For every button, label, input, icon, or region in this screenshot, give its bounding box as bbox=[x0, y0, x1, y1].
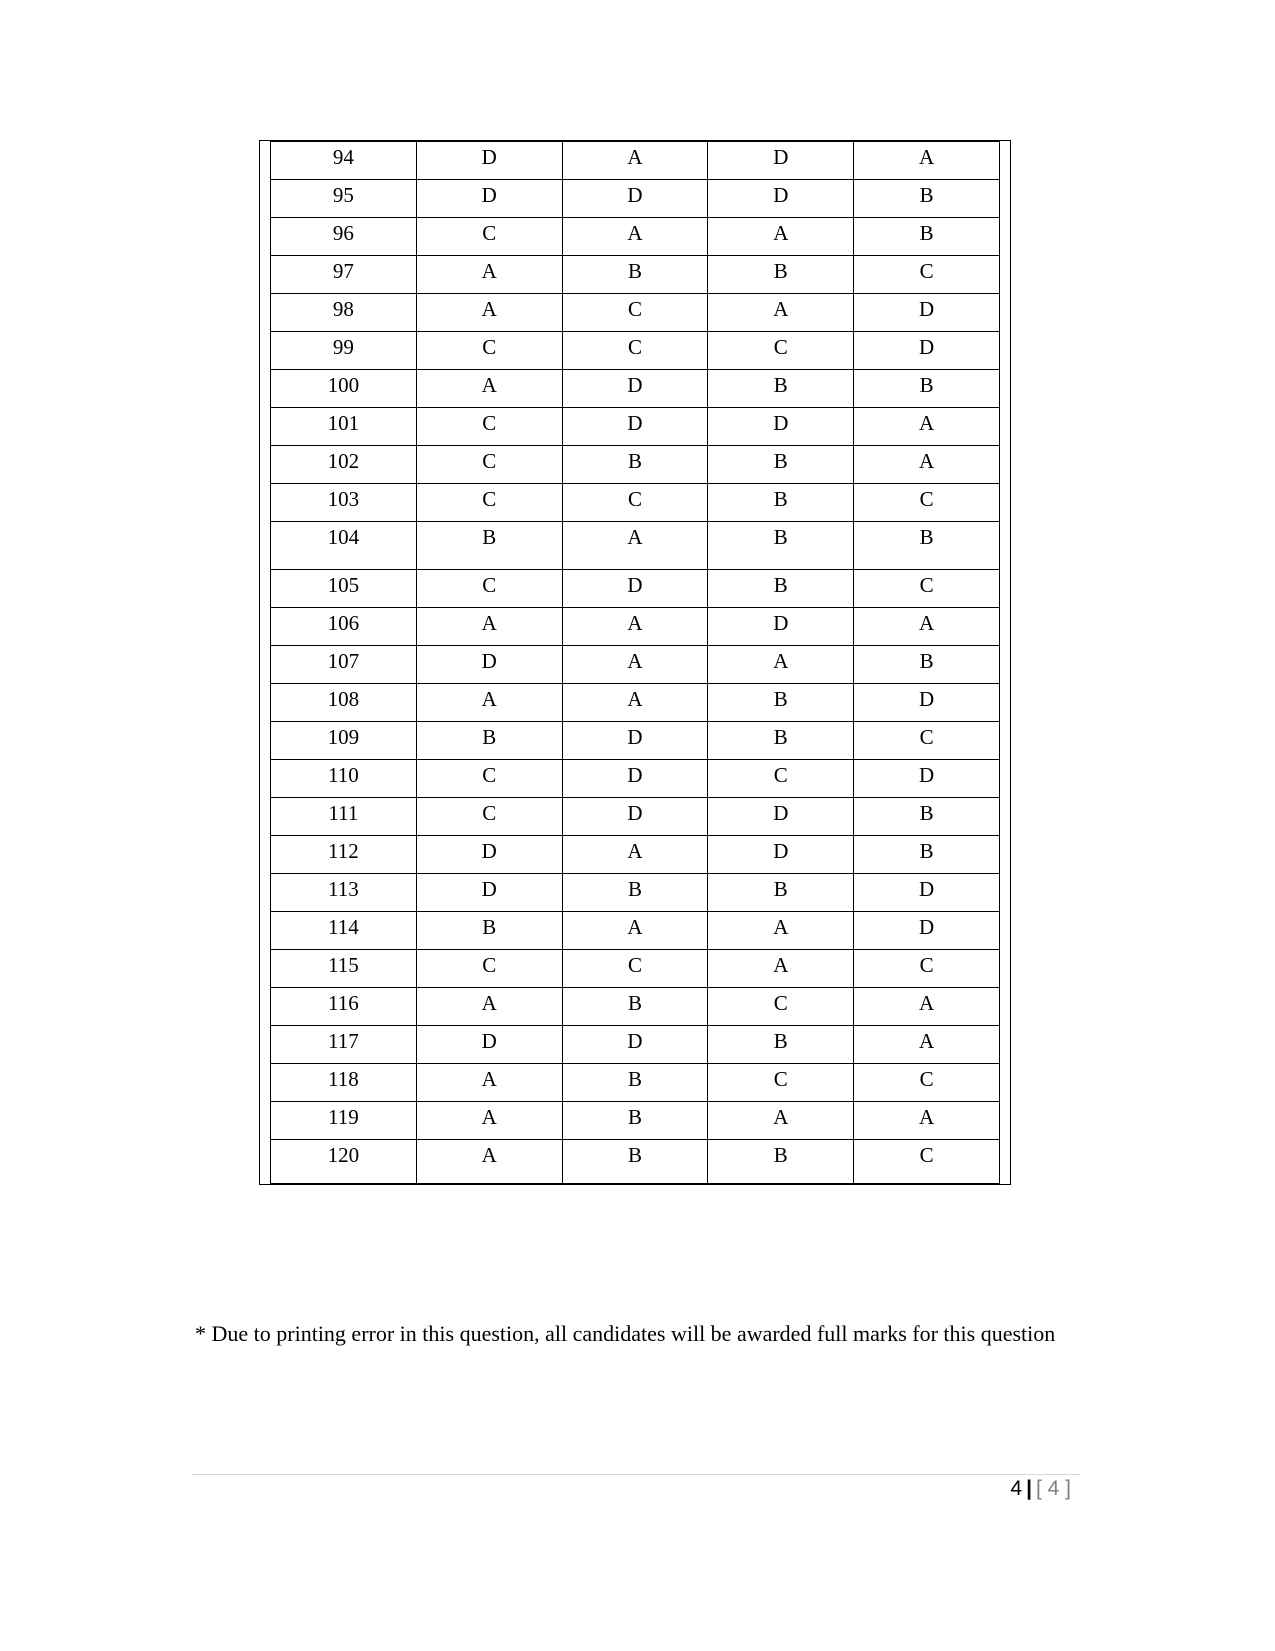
table-row bbox=[271, 798, 1000, 836]
question-number-cell: 101 bbox=[271, 408, 417, 446]
question-number-cell: 107 bbox=[271, 646, 417, 684]
answer-cell: B bbox=[562, 1064, 708, 1102]
answer-cell: B bbox=[708, 722, 854, 760]
table-row bbox=[271, 332, 1000, 370]
answer-cell: D bbox=[562, 180, 708, 218]
answer-cell: B bbox=[854, 798, 1000, 836]
answer-cell: D bbox=[708, 836, 854, 874]
answer-cell: D bbox=[416, 142, 562, 180]
answer-cell: B bbox=[416, 722, 562, 760]
answer-cell: A bbox=[708, 646, 854, 684]
question-number-cell: 110 bbox=[271, 760, 417, 798]
question-number-cell: 116 bbox=[271, 988, 417, 1026]
question-number-cell: 118 bbox=[271, 1064, 417, 1102]
answer-cell: C bbox=[854, 1064, 1000, 1102]
answer-cell: B bbox=[708, 684, 854, 722]
answer-cell: A bbox=[708, 950, 854, 988]
answer-cell: B bbox=[708, 874, 854, 912]
answer-cell: A bbox=[416, 1102, 562, 1140]
answer-cell: D bbox=[854, 760, 1000, 798]
table-row bbox=[271, 1102, 1000, 1140]
answer-cell: B bbox=[708, 1140, 854, 1184]
question-number-cell: 120 bbox=[271, 1140, 417, 1184]
answer-cell: B bbox=[562, 446, 708, 484]
table-row bbox=[271, 570, 1000, 608]
answer-cell: A bbox=[416, 1064, 562, 1102]
answer-cell: D bbox=[562, 722, 708, 760]
table-row bbox=[271, 684, 1000, 722]
question-number-cell: 105 bbox=[271, 570, 417, 608]
answer-cell: C bbox=[562, 332, 708, 370]
answer-cell: B bbox=[416, 522, 562, 570]
answer-cell: A bbox=[562, 218, 708, 256]
answer-cell: D bbox=[562, 570, 708, 608]
table-row bbox=[271, 1026, 1000, 1064]
answer-cell: B bbox=[562, 988, 708, 1026]
answer-cell: B bbox=[708, 522, 854, 570]
answer-cell: B bbox=[708, 370, 854, 408]
answer-key-table-body bbox=[271, 142, 1000, 1184]
answer-cell: A bbox=[416, 684, 562, 722]
answer-cell: C bbox=[562, 950, 708, 988]
question-number-cell: 97 bbox=[271, 256, 417, 294]
answer-cell: B bbox=[416, 912, 562, 950]
table-row bbox=[271, 218, 1000, 256]
answer-cell: A bbox=[562, 608, 708, 646]
answer-cell: C bbox=[416, 332, 562, 370]
question-number-cell: 103 bbox=[271, 484, 417, 522]
answer-cell: B bbox=[562, 1140, 708, 1184]
table-row bbox=[271, 912, 1000, 950]
answer-cell: A bbox=[416, 988, 562, 1026]
table-row bbox=[271, 484, 1000, 522]
answer-cell: C bbox=[854, 484, 1000, 522]
answer-cell: A bbox=[708, 218, 854, 256]
answer-cell: D bbox=[562, 1026, 708, 1064]
question-number-cell: 111 bbox=[271, 798, 417, 836]
table-row bbox=[271, 180, 1000, 218]
answer-cell: B bbox=[854, 522, 1000, 570]
answer-cell: A bbox=[708, 912, 854, 950]
question-number-cell: 98 bbox=[271, 294, 417, 332]
answer-cell: A bbox=[854, 408, 1000, 446]
answer-cell: B bbox=[708, 570, 854, 608]
answer-cell: C bbox=[854, 722, 1000, 760]
answer-cell: C bbox=[416, 798, 562, 836]
answer-cell: C bbox=[854, 1140, 1000, 1184]
answer-cell: D bbox=[416, 874, 562, 912]
answer-cell: C bbox=[562, 294, 708, 332]
page-number bbox=[1010, 1476, 1071, 1502]
answer-cell: C bbox=[854, 570, 1000, 608]
page-total: [ 4 ] bbox=[1035, 1477, 1071, 1500]
table-row bbox=[271, 256, 1000, 294]
table-row bbox=[271, 294, 1000, 332]
question-number-cell: 99 bbox=[271, 332, 417, 370]
answer-cell: D bbox=[708, 180, 854, 218]
answer-cell: C bbox=[562, 484, 708, 522]
answer-cell: C bbox=[708, 760, 854, 798]
table-row bbox=[271, 874, 1000, 912]
question-number-cell: 115 bbox=[271, 950, 417, 988]
answer-cell: D bbox=[708, 408, 854, 446]
answer-cell: A bbox=[708, 1102, 854, 1140]
table-row bbox=[271, 988, 1000, 1026]
answer-cell: C bbox=[854, 256, 1000, 294]
question-number-cell: 109 bbox=[271, 722, 417, 760]
table-row bbox=[271, 760, 1000, 798]
page-current: 4 bbox=[1010, 1477, 1023, 1500]
footer-divider bbox=[191, 1474, 1080, 1475]
table-row bbox=[271, 722, 1000, 760]
answer-cell: B bbox=[854, 370, 1000, 408]
answer-cell: D bbox=[854, 684, 1000, 722]
answer-cell: D bbox=[416, 646, 562, 684]
answer-cell: C bbox=[416, 950, 562, 988]
table-row bbox=[271, 836, 1000, 874]
table-row bbox=[271, 370, 1000, 408]
answer-cell: A bbox=[854, 1102, 1000, 1140]
answer-cell: D bbox=[416, 836, 562, 874]
answer-cell: B bbox=[854, 218, 1000, 256]
answer-cell: D bbox=[854, 294, 1000, 332]
answer-cell: C bbox=[854, 950, 1000, 988]
answer-cell: B bbox=[854, 646, 1000, 684]
answer-cell: B bbox=[708, 256, 854, 294]
answer-cell: C bbox=[708, 332, 854, 370]
answer-key-table-frame bbox=[259, 140, 1011, 1185]
question-number-cell: 114 bbox=[271, 912, 417, 950]
answer-cell: C bbox=[416, 570, 562, 608]
table-row bbox=[271, 142, 1000, 180]
answer-cell: B bbox=[854, 836, 1000, 874]
answer-cell: A bbox=[416, 608, 562, 646]
table-row bbox=[271, 408, 1000, 446]
answer-cell: A bbox=[854, 988, 1000, 1026]
answer-cell: D bbox=[562, 798, 708, 836]
answer-cell: D bbox=[708, 608, 854, 646]
answer-cell: C bbox=[416, 218, 562, 256]
answer-cell: C bbox=[416, 446, 562, 484]
answer-cell: B bbox=[708, 1026, 854, 1064]
answer-cell: C bbox=[708, 988, 854, 1026]
answer-cell: D bbox=[708, 142, 854, 180]
question-number-cell: 95 bbox=[271, 180, 417, 218]
answer-cell: D bbox=[854, 332, 1000, 370]
answer-cell: B bbox=[562, 874, 708, 912]
question-number-cell: 102 bbox=[271, 446, 417, 484]
answer-cell: C bbox=[416, 760, 562, 798]
table-row bbox=[271, 950, 1000, 988]
question-number-cell: 112 bbox=[271, 836, 417, 874]
question-number-cell: 106 bbox=[271, 608, 417, 646]
answer-cell: D bbox=[562, 760, 708, 798]
page-separator: | bbox=[1026, 1477, 1032, 1500]
answer-cell: D bbox=[562, 408, 708, 446]
question-number-cell: 100 bbox=[271, 370, 417, 408]
table-row bbox=[271, 1140, 1000, 1184]
answer-cell: A bbox=[854, 608, 1000, 646]
answer-cell: A bbox=[562, 522, 708, 570]
answer-cell: A bbox=[854, 1026, 1000, 1064]
table-row bbox=[271, 522, 1000, 570]
answer-cell: D bbox=[416, 180, 562, 218]
answer-cell: D bbox=[708, 798, 854, 836]
question-number-cell: 119 bbox=[271, 1102, 417, 1140]
answer-cell: B bbox=[562, 1102, 708, 1140]
answer-cell: A bbox=[562, 646, 708, 684]
answer-cell: A bbox=[708, 294, 854, 332]
answer-cell: D bbox=[854, 912, 1000, 950]
question-number-cell: 108 bbox=[271, 684, 417, 722]
answer-cell: C bbox=[416, 484, 562, 522]
answer-cell: A bbox=[416, 1140, 562, 1184]
answer-cell: A bbox=[416, 294, 562, 332]
table-row bbox=[271, 446, 1000, 484]
answer-cell: C bbox=[416, 408, 562, 446]
answer-cell: B bbox=[708, 484, 854, 522]
answer-cell: A bbox=[562, 912, 708, 950]
question-number-cell: 104 bbox=[271, 522, 417, 570]
answer-cell: A bbox=[562, 836, 708, 874]
answer-cell: A bbox=[416, 256, 562, 294]
printing-error-footnote: * Due to printing error in this question, all candidates will be awarded full marks for this question bbox=[195, 1321, 1056, 1346]
table-row bbox=[271, 1064, 1000, 1102]
answer-key-table bbox=[270, 141, 1000, 1184]
answer-cell: D bbox=[416, 1026, 562, 1064]
answer-cell: A bbox=[562, 684, 708, 722]
question-number-cell: 96 bbox=[271, 218, 417, 256]
table-row bbox=[271, 608, 1000, 646]
answer-cell: A bbox=[416, 370, 562, 408]
answer-cell: B bbox=[854, 180, 1000, 218]
question-number-cell: 113 bbox=[271, 874, 417, 912]
answer-cell: B bbox=[562, 256, 708, 294]
answer-cell: A bbox=[854, 142, 1000, 180]
question-number-cell: 94 bbox=[271, 142, 417, 180]
answer-cell: D bbox=[562, 370, 708, 408]
question-number-cell: 117 bbox=[271, 1026, 417, 1064]
answer-cell: A bbox=[562, 142, 708, 180]
answer-cell: D bbox=[854, 874, 1000, 912]
table-row bbox=[271, 646, 1000, 684]
answer-cell: A bbox=[854, 446, 1000, 484]
answer-cell: C bbox=[708, 1064, 854, 1102]
answer-cell: B bbox=[708, 446, 854, 484]
